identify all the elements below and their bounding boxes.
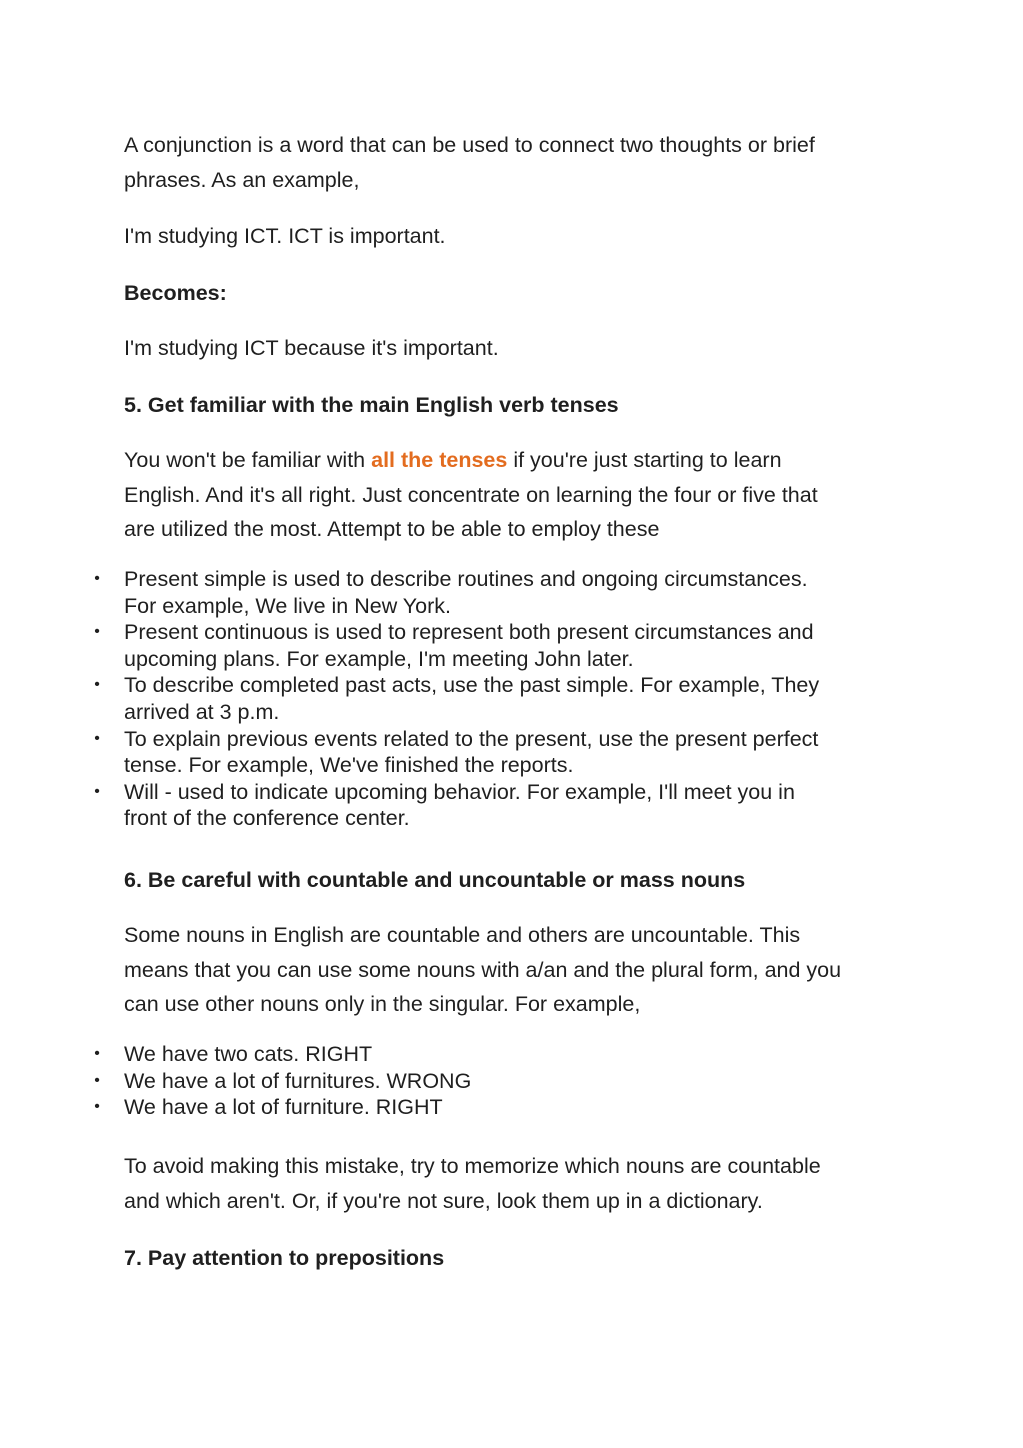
- nouns-list: [0, 1041, 900, 1121]
- bullet-icon: •: [94, 782, 100, 800]
- section-5-heading: 5. Get familiar with the main English verb tenses: [124, 393, 619, 417]
- section-5-text-end: if you're just starting to learn: [507, 448, 782, 472]
- bullet-icon: •: [94, 623, 100, 641]
- list-item: [0, 1094, 900, 1121]
- section-6-line-3: can use other nouns only in the singular. For example,: [124, 992, 641, 1016]
- list-item-line-2: For example, We live in New York.: [124, 593, 452, 618]
- example-after: I'm studying ICT because it's important.: [124, 336, 499, 360]
- list-item: [0, 619, 900, 672]
- list-item-line-1: Will - used to indicate upcoming behavior. For example, I'll meet you in: [124, 779, 795, 804]
- list-item-line-1: To describe completed past acts, use the past simple. For example, They: [124, 673, 820, 698]
- list-item-line-2: arrived at 3 p.m.: [124, 699, 280, 724]
- list-item-line-1: Present simple is used to describe routines and ongoing circumstances.: [124, 567, 808, 591]
- list-item: [0, 672, 900, 725]
- bullet-icon: •: [94, 570, 100, 587]
- becomes-label: Becomes:: [124, 281, 227, 305]
- section-7-heading: 7. Pay attention to prepositions: [124, 1246, 445, 1270]
- bullet-icon: •: [94, 1071, 100, 1089]
- list-item-line-2: tense. For example, We've finished the reports.: [124, 753, 574, 778]
- section-5-line-3: are utilized the most. Attempt to be able to employ these: [124, 517, 660, 541]
- intro-line-2: phrases. As an example,: [124, 167, 360, 192]
- list-item-text: We have a lot of furnitures. WRONG: [124, 1068, 472, 1093]
- example-before: I'm studying ICT. ICT is important.: [124, 224, 446, 248]
- list-item: [0, 566, 900, 619]
- list-item: [0, 1041, 900, 1068]
- section-6-line-1: Some nouns in English are countable and others are uncountable. This: [124, 923, 801, 947]
- bullet-icon: •: [94, 676, 100, 694]
- list-item: [0, 726, 900, 779]
- section-5-text-start: You won't be familiar with: [124, 448, 372, 472]
- section-5-paragraph: [124, 443, 914, 547]
- bullet-icon: •: [94, 729, 100, 747]
- intro-paragraph: [124, 128, 914, 197]
- list-item-line-2: front of the conference center.: [124, 806, 410, 831]
- list-item-text: We have a lot of furniture. RIGHT: [124, 1095, 443, 1120]
- list-item-line-2: upcoming plans. For example, I'm meeting John later.: [124, 646, 634, 671]
- list-item-text: We have two cats. RIGHT: [124, 1042, 373, 1066]
- section-6-tip-line-1: To avoid making this mistake, try to memorize which nouns are countable: [124, 1154, 821, 1178]
- list-item: [0, 779, 900, 832]
- list-item-line-1: Present continuous is used to represent both present circumstances and: [124, 620, 814, 645]
- section-6-tip: [124, 1149, 914, 1218]
- list-item: [0, 1068, 900, 1095]
- tenses-list: [0, 566, 900, 832]
- bullet-icon: •: [94, 1045, 100, 1062]
- section-6-heading: 6. Be careful with countable and uncountable or mass nouns: [124, 868, 746, 892]
- section-6-line-2: means that you can use some nouns with a/an and the plural form, and you: [124, 957, 842, 982]
- section-5-line-2: English. And it's all right. Just concentrate on learning the four or five that: [124, 482, 818, 507]
- section-6-paragraph: [124, 918, 914, 1022]
- intro-line-1: A conjunction is a word that can be used to connect two thoughts or brief: [124, 133, 815, 157]
- all-the-tenses-link[interactable]: all the tenses: [371, 448, 508, 472]
- section-6-tip-line-2: and which aren't. Or, if you're not sure, look them up in a dictionary.: [124, 1188, 763, 1213]
- list-item-line-1: To explain previous events related to the present, use the present perfect: [124, 726, 819, 751]
- bullet-icon: •: [94, 1098, 100, 1116]
